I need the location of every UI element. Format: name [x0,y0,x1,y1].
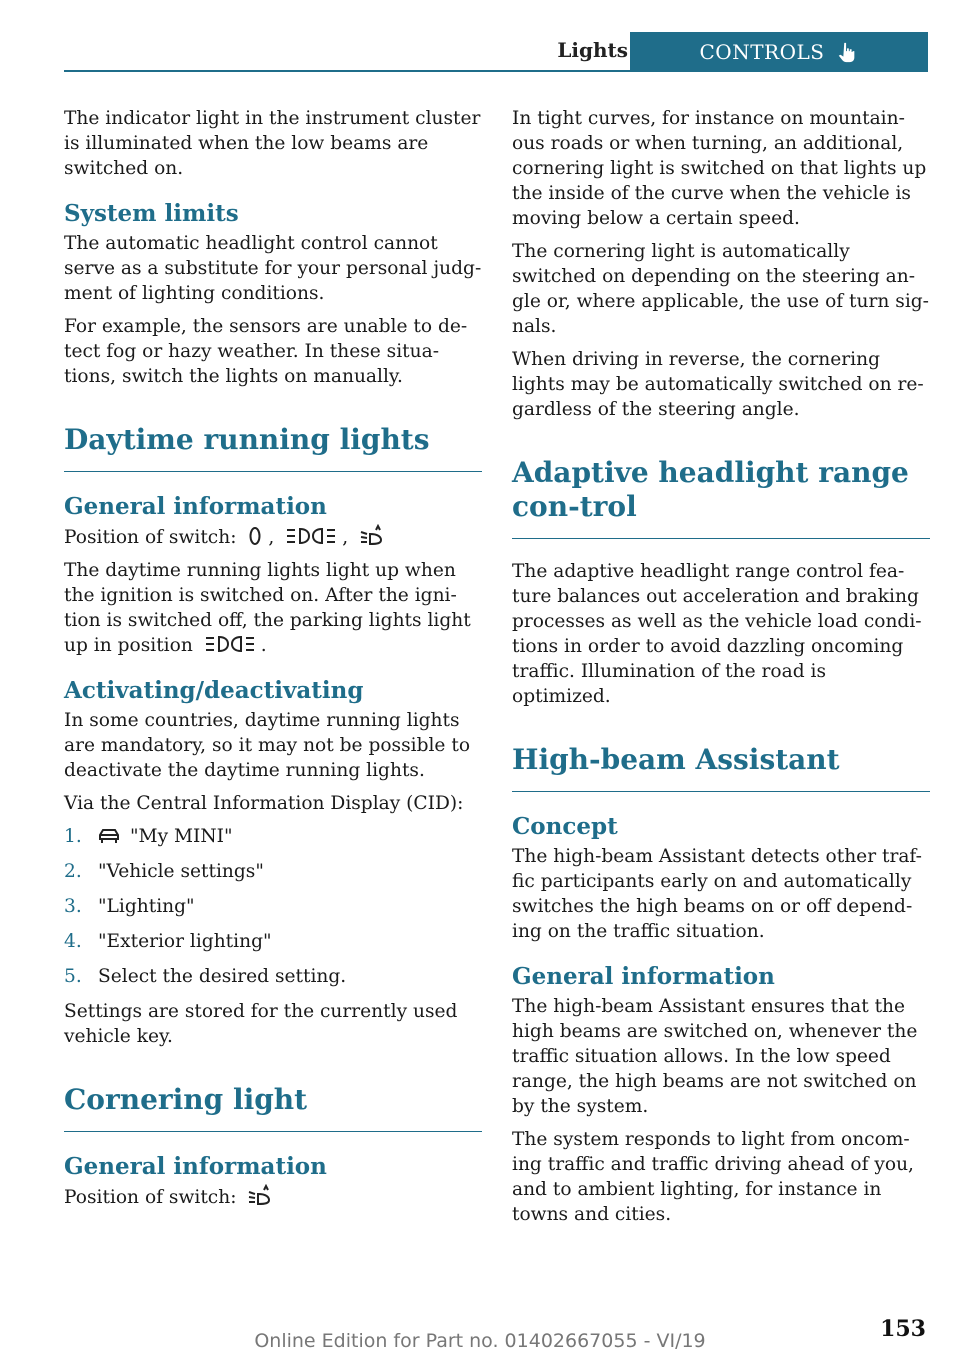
list-item: 4. "Exterior lighting" [64,931,272,952]
car-icon [98,827,120,845]
indicator-paragraph: The indicator light in the instrument cluster is illuminated when the low beams are switched on. [64,108,481,179]
activating-p4: Settings are stored for the currently used vehicle key. [64,1001,458,1047]
cornering-p1: In tight curves, for instance on mountain-ous roads or when turning, an additional, cornering light is switched on that lights up the inside of the curve when the vehicle is moving below a certain speed. [512,108,927,229]
switch-separator-2: , [342,527,349,548]
daytime-p1: The daytime running lights light up when the ignition is switched on. After the igni-tion is switched off, the parking lights light up in position . [64,560,471,656]
system-limits-heading: System limits [64,200,239,227]
daytime-heading: Daytime running lights [64,423,482,472]
header-rule [64,70,928,72]
light-off-icon [248,526,262,546]
cornering-p2: The cornering light is automatically switched on depending on the steering an-gle or, where applicable, the use of turn sig-nals. [512,241,929,337]
activating-p2: In some countries, daytime running lights are mandatory, so it may not be possible to deactivate the daytime running lights. [64,710,471,781]
list-item: 2. "Vehicle settings" [64,861,264,882]
list-item: 3. "Lighting" [64,896,195,917]
cornering-general-heading: General information [64,1153,327,1180]
hand-pointer-icon [836,41,858,63]
activating-p3: Via the Central Information Display (CID): [64,793,464,814]
switch-label: Position of switch: [64,527,237,548]
settings-steps [64,824,482,989]
page-header [64,32,928,72]
auto-headlight-icon [360,524,384,546]
highbeam-p3: The system responds to light from oncom-ing traffic and traffic driving ahead of you, and to ambient lighting, for instance in towns and cities. [512,1129,914,1225]
edition-note: Online Edition for Part no. 01402667055 - VI/19 [254,1330,706,1352]
parking-lights-icon [286,526,336,546]
daytime-general-heading: General information [64,493,327,520]
system-limits-p2: For example, the sensors are unable to de-tect fog or hazy weather. In these situa-tions, switch the lights on manually. [64,316,468,387]
cornering-heading: Cornering light [64,1083,482,1132]
highbeam-p2: The high-beam Assistant ensures that the high beams are switched on, whenever the traffic situation allows. In the low speed range, the high beams are not switched on by the system. [512,996,918,1117]
list-item: 1. "My MINI" [64,826,233,847]
list-item: 5. Select the desired setting. [64,966,347,987]
auto-headlight-icon [248,1184,272,1206]
switch-separator-1: , [268,527,275,548]
adaptive-heading: Adaptive headlight range con-trol [512,456,930,539]
cornering-switch-line: Position of switch: [64,1184,482,1210]
concept-heading: Concept [512,813,618,840]
daytime-switch-line [64,524,482,550]
activating-heading: Activating/deactivating [64,677,364,704]
parking-lights-icon [205,634,255,654]
right-column [512,106,930,1235]
page-number: 153 [880,1316,926,1342]
left-column [64,106,482,1218]
chapter-label: CONTROLS [699,40,825,64]
highbeam-p1: The high-beam Assistant detects other traf-fic participants early on and automatically switches the high beams on or off depend-ing on the traffic situation. [512,846,922,942]
section-title: Lights [557,38,628,62]
highbeam-heading: High-beam Assistant [512,743,930,792]
cornering-p3: When driving in reverse, the cornering lights may be automatically switched on re-gardless of the steering angle. [512,349,924,420]
highbeam-general-heading: General information [512,963,775,990]
system-limits-p1: The automatic headlight control cannot serve as a substitute for your personal judg-ment of lighting conditions. [64,233,482,304]
adaptive-p1: The adaptive headlight range control fea-ture balances out acceleration and braking processes as well as the vehicle load condi-tions in order to avoid dazzling oncoming traffic. Illumination of the road is optimized. [512,561,922,707]
chapter-tab [630,32,928,72]
